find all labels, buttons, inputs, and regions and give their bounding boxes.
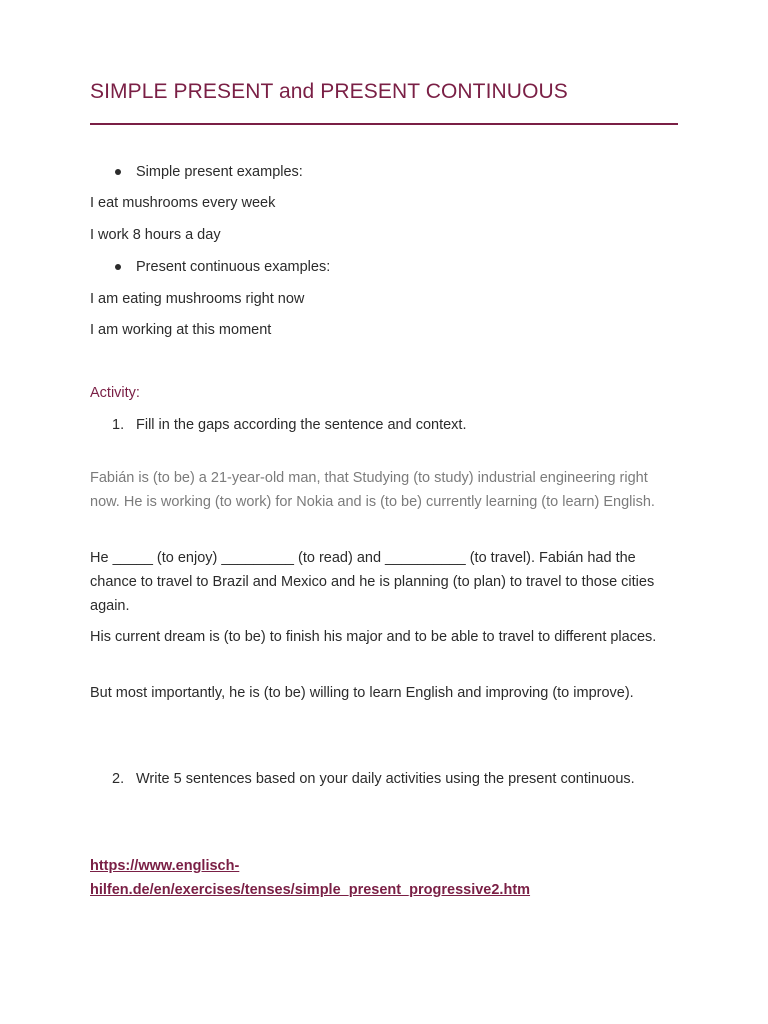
example-continuous-2: I am working at this moment <box>90 322 272 338</box>
example-simple-2: I work 8 hours a day <box>90 227 221 243</box>
activity-item-2-text: Write 5 sentences based on your daily activities using the present continuous. <box>136 771 635 787</box>
activity-heading: Activity: <box>90 385 140 401</box>
paragraph-3: His current dream is (to be) to finish his major and to be able to travel to different places. <box>90 629 657 645</box>
activity-item-1-number: 1. <box>112 417 125 433</box>
example-continuous-1: I am eating mushrooms right now <box>90 291 305 307</box>
bullet-present-continuous: Present continuous examples: <box>136 259 331 275</box>
paragraph-1: Fabián is (to be) a 21-year-old man, that Studying (to study) industrial engineering right now. He is working (to work) for Nokia and is (to be) currently learning (to learn) English. <box>90 470 655 510</box>
example-simple-1: I eat mushrooms every week <box>90 195 276 211</box>
bullet-icon <box>115 169 121 175</box>
page-title: SIMPLE PRESENT and PRESENT CONTINUOUS <box>90 80 568 103</box>
paragraph-4: But most importantly, he is (to be) willing to learn English and improving (to improve). <box>90 685 634 701</box>
paragraph-2: He _____ (to enjoy) _________ (to read) and __________ (to travel). Fabián had the chance to travel to Brazil and Mexico and he is planning (to plan) to travel to those cities again. <box>90 550 655 614</box>
title-divider <box>90 123 678 125</box>
exercise-link[interactable]: https://www.englisch-hilfen.de/en/exercises/tenses/simple_present_progressive2.htm <box>90 858 531 898</box>
activity-item-1-text: Fill in the gaps according the sentence and context. <box>136 417 467 433</box>
bullet-simple-present: Simple present examples: <box>136 164 303 180</box>
bullet-icon <box>115 264 121 270</box>
activity-item-2-number: 2. <box>112 771 125 787</box>
